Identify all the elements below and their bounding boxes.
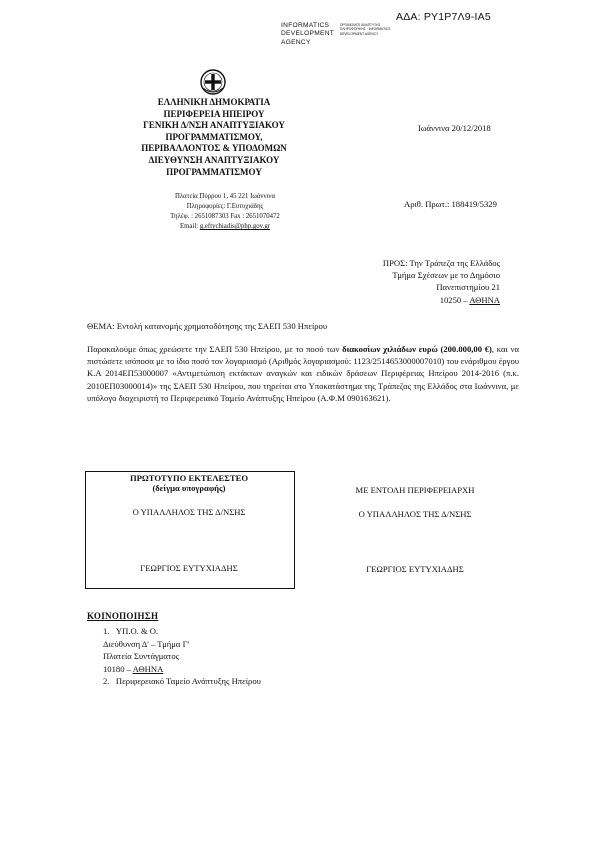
document-date: Ιωάννινα 20/12/2018: [418, 123, 491, 133]
amount-in-words: διακοσίων χιλιάδων ευρώ (200.000,00 €): [342, 344, 492, 354]
cc-list: 1. ΥΠ.Ο. & Ο. Διεύθυνση Δ' – Τμήμα Γ' Πλατεία Συντάγματος 10180 – ΑΘΗΝΑ 2. Περιφερειακό Ταμείο Ανάπτυξης Ηπείρου: [103, 626, 261, 686]
protocol-number: Αριθ. Πρωτ.: 188419/5329: [404, 199, 497, 209]
ada-code: ΑΔΑ: ΡΥ1Ρ7Λ9-ΙΑ5: [396, 11, 491, 23]
sender-address: Πλατεία Πύρρου 1, 45 221 Ιωάννινα Πληροφορίες: Γ.Ευτυχιάδης Τηλέφ. : 2651087303 Fax : 2651070472 Email: g.eftychiadis@php.gov.gr: [170, 193, 280, 230]
cc-title: ΚΟΙΝΟΠΟΙΗΣΗ: [87, 611, 159, 621]
authority-header: ΕΛΛΗΝΙΚΗ ΔΗΜΟΚΡΑΤΙΑ ΠΕΡΙΦΕΡΕΙΑ ΗΠΕΙΡΟΥ ΓΕΝΙΚΗ Δ/ΝΣΗ ΑΝΑΠΤΥΞΙΑΚΟΥ ΠΡΟΓΡΑΜΜΑΤΙΣΜΟΥ, ΠΕΡΙΒΑΛΛΟΝΤΟΣ & ΥΠΟΔΟΜΩΝ ΔΙΕΥΘΥΝΣΗ ΑΝΑΠΤΥΞΙΑΚΟΥ ΠΡΟΓΡΑΜΜΑΤΙΣΜΟΥ: [141, 97, 287, 177]
idika-logo-small-text: ΟΡΓΑΝΙΣΜΟΣ ΑΝΑΠΤΥΞΗΣ ΠΛΗΡΟΦΟΡΙΚΗΣ · INFORMATICS DEVELOPMENT AGENCY: [340, 23, 391, 36]
email-link[interactable]: g.eftychiadis@php.gov.gr: [199, 223, 270, 230]
greek-emblem-icon: [199, 68, 227, 96]
signature-left: ΠΡΩΤΟΤΥΠΟ ΕΚΤΕΛΕΣΤΕΟ (δείγμα υπογραφής) Ο ΥΠΑΛΛΗΛΟΣ ΤΗΣ Δ/ΝΣΗΣ ΓΕΩΡΓΙΟΣ ΕΥΤΥΧΙΑΔΗΣ: [129, 473, 249, 573]
body-paragraph: Παρακαλούμε όπως χρεώσετε την ΣΑΕΠ 530 Ηπείρου, με το ποσό των διακοσίων χιλιάδων ευρώ (200.000,00 €), και να πιστώσετε ισόποσα με το ίδιο ποσό τον λογαριασμό (Αριθμός λογαριασμού: 1123/2514653000007010) του ενάριθμου έργου Κ.Α 2014ΕΠ53000007 «Αντιμετώπιση εκτάκτων αναγκών και ειδικών δράσεων Περιφέρειας Ηπείρου 2014-2016 (π.κ. 2010ΕΠ03000014)» της ΣΑΕΠ 530 Ηπείρου, που τηρείται στο Υποκατάστημα της Τράπεζας της Ελλάδος στα Ιωάννινα, με υπόλογο διαχειριστή το Περιφερειακό Ταμείο Ανάπτυξης Ηπείρου (Α.Φ.Μ 090163621).: [87, 344, 520, 403]
signature-right: ΜΕ ΕΝΤΟΛΗ ΠΕΡΙΦΕΡΕΙΑΡΧΗ Ο ΥΠΑΛΛΗΛΟΣ ΤΗΣ Δ/ΝΣΗΣ ΓΕΩΡΓΙΟΣ ΕΥΤΥΧΙΑΔΗΣ: [355, 485, 475, 574]
subject-line: ΘΕΜΑ: Εντολή κατανομής χρηματοδότησης της ΣΑΕΠ 530 Ηπείρου: [87, 321, 328, 331]
idika-logo-text: INFORMATICS DEVELOPMENT AGENCY: [281, 22, 335, 46]
recipient-block: ΠΡΟΣ: Την Τράπεζα της Ελλάδος Τμήμα Σχέσεων με το Δημόσιο Πανεπιστημίου 21 10250 – ΑΘΗΝΑ: [382, 258, 500, 305]
